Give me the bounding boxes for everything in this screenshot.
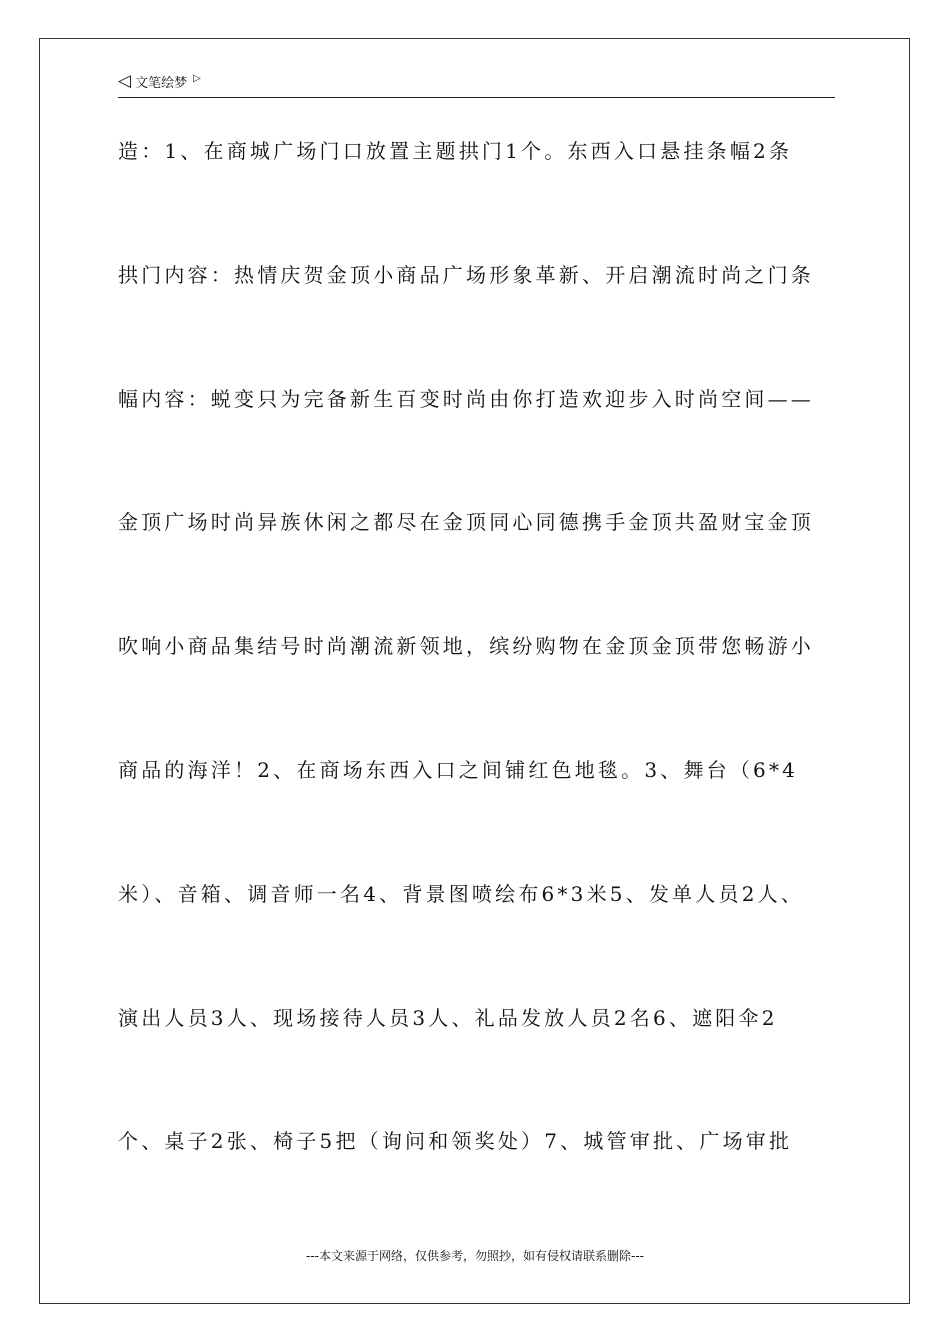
document-body [118,131,838,1245]
text-line: 造：1、在商城广场门口放置主题拱门1个。东西入口悬挂条幅2条 [118,139,793,163]
text-line: 金顶广场时尚异族休闲之都尽在金顶同心同德携手金顶共盈财宝金顶 [118,510,814,535]
text-line: 演出人员3人、现场接待人员3人、礼品发放人员2名6、遮阳伞2 [118,1005,778,1030]
header-brand: 文笔绘梦 [135,76,188,91]
footer-notice: ---本文来源于网络，仅供参考，勿照抄，如有侵权请联系删除--- [306,1249,644,1263]
text-line: 米）、音箱、调音师一名4、背景图喷绘布6*3米5、发单人员2人、 [118,881,805,906]
text-line: 个、桌子2张、椅子5把（询问和领奖处）7、城管审批、广场审批 [118,1129,793,1154]
text-line: 拱门内容：热情庆贺金顶小商品广场形象革新、开启潮流时尚之门条 [118,262,814,287]
text-line: 吹响小商品集结号时尚潮流新领地，缤纷购物在金顶金顶带您畅游小 [118,634,814,659]
left-triangle-icon: ◁ [118,71,132,91]
text-line: 幅内容：蜕变只为完备新生百变时尚由你打造欢迎步入时尚空间—— [118,386,814,411]
right-triangle-icon: ▷ [193,73,201,84]
page-header [118,72,835,98]
text-line: 商品的海洋！2、在商场东西入口之间铺红色地毯。3、舞台（6*4 [118,757,799,782]
